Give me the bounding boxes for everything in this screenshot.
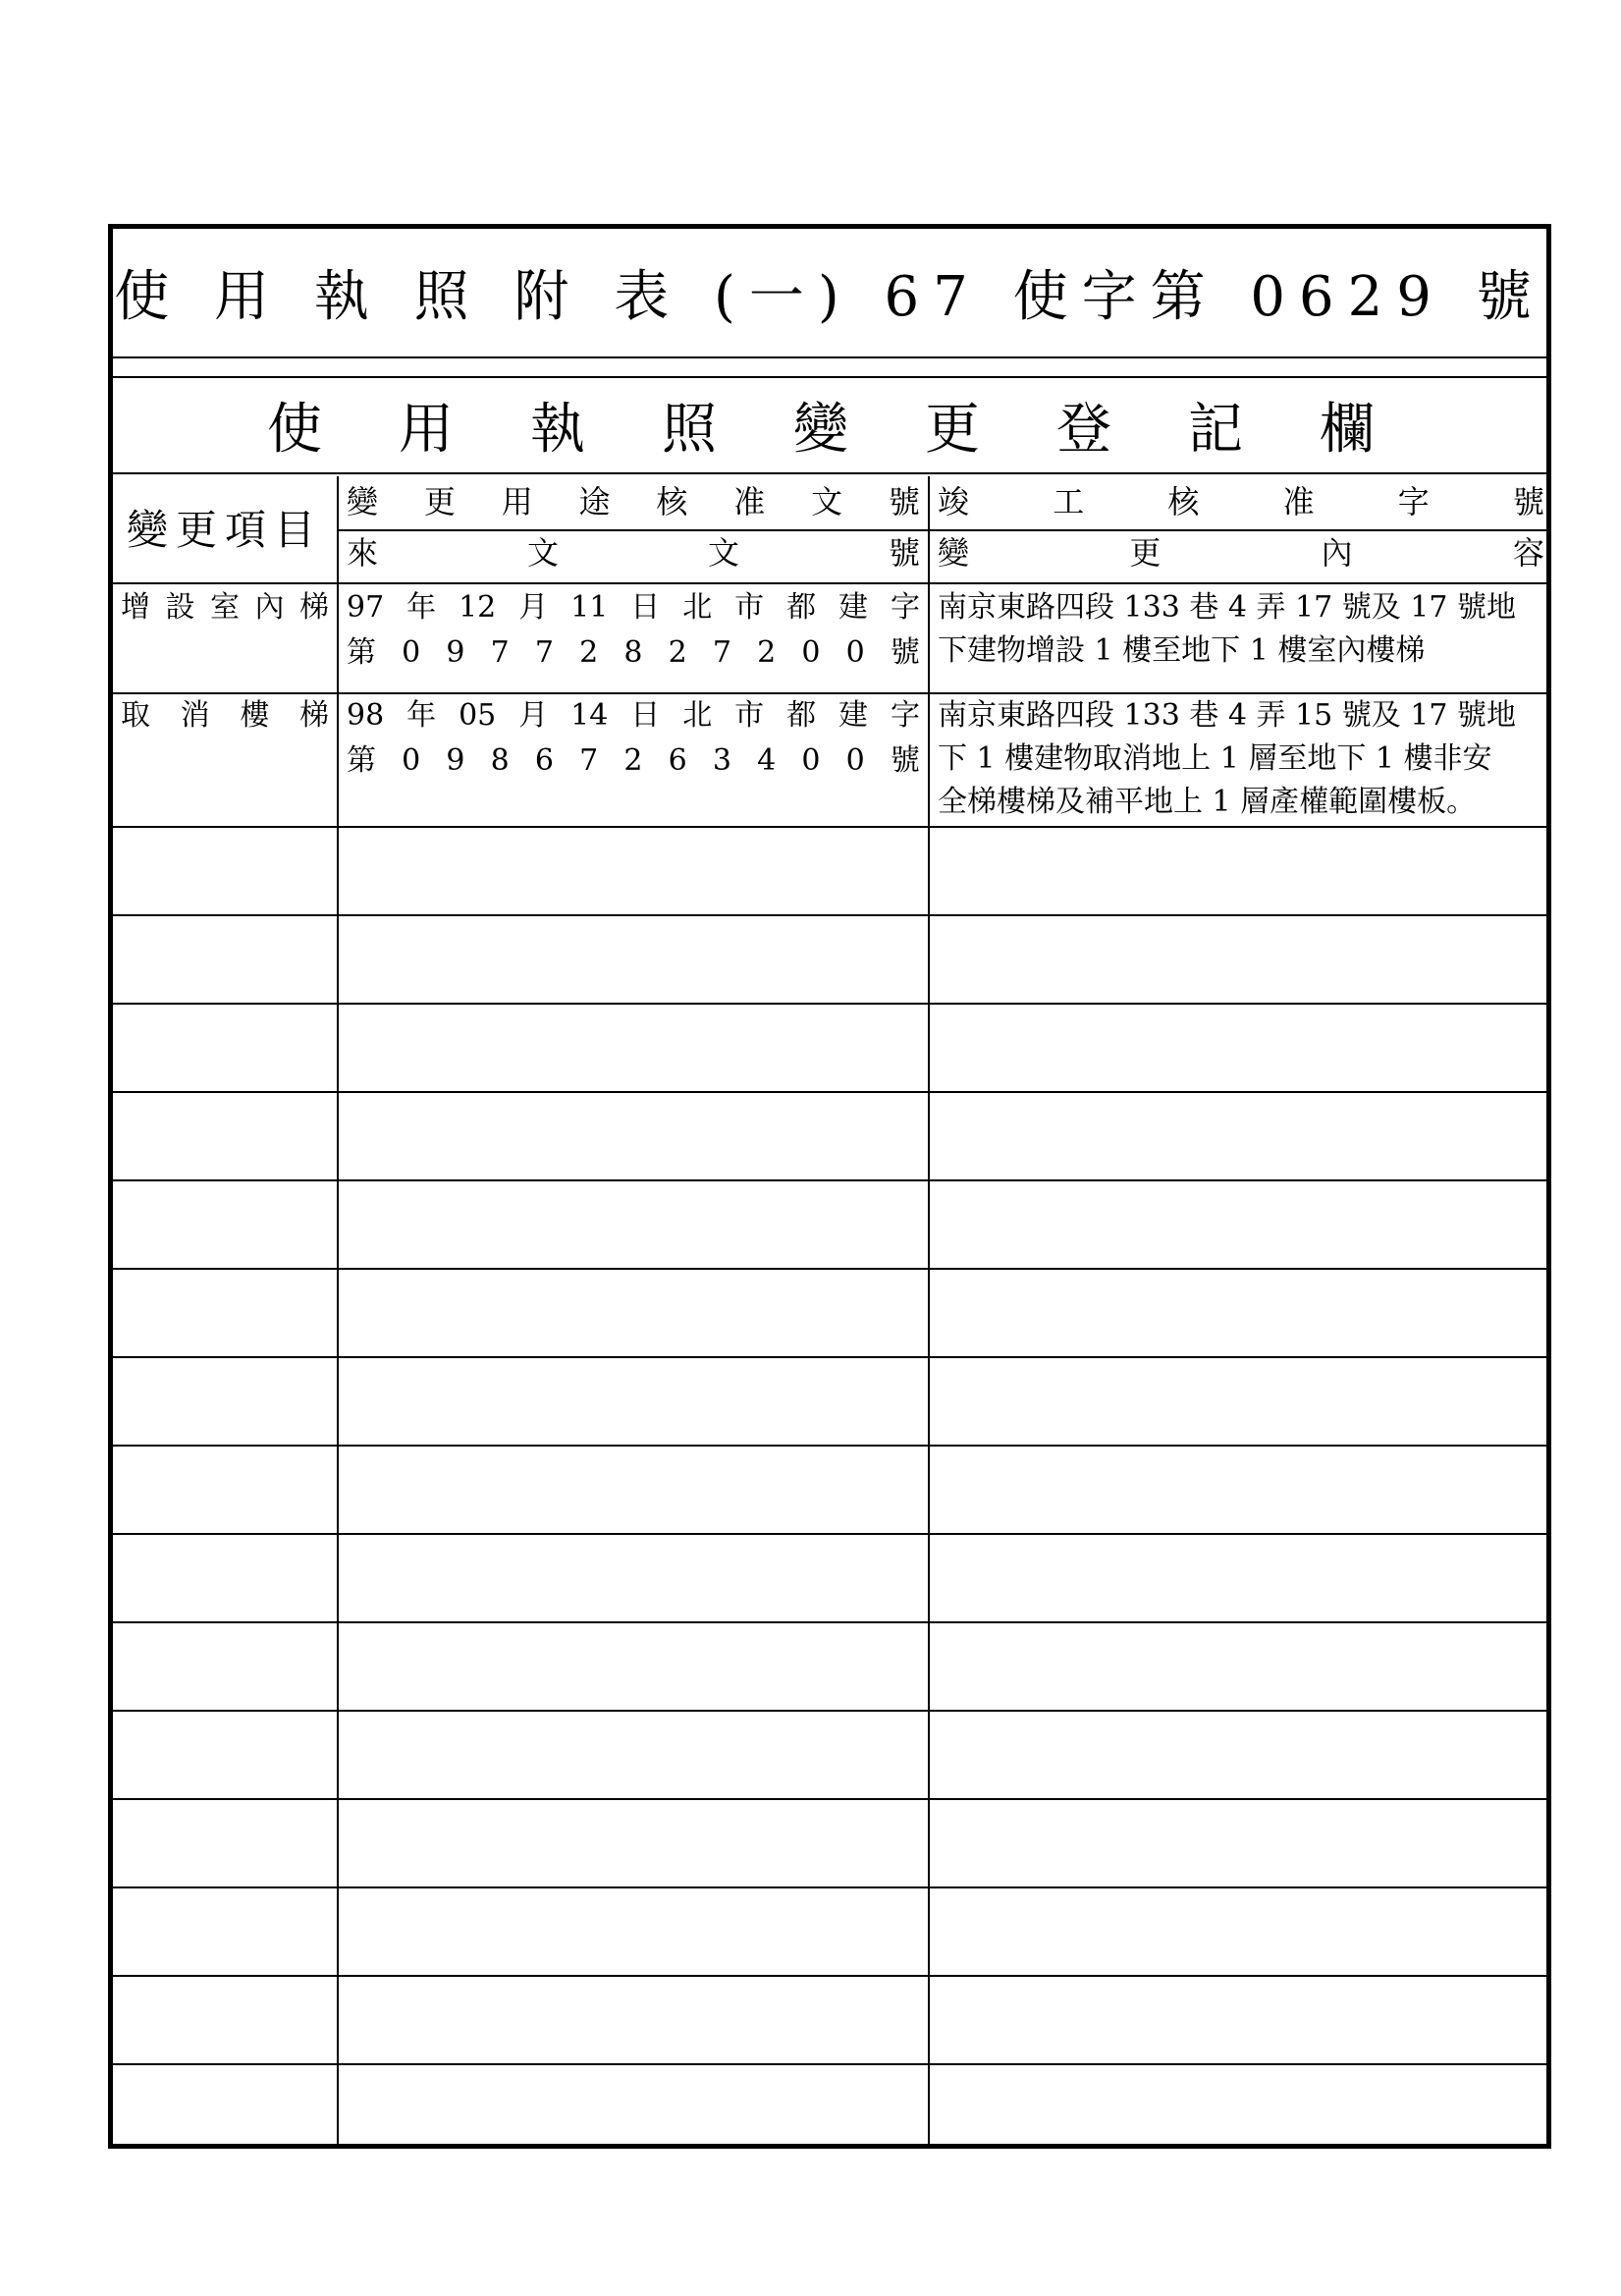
char: 7 bbox=[579, 743, 599, 778]
char: 12 bbox=[459, 590, 497, 625]
char: 98 bbox=[347, 698, 385, 733]
char: 號 bbox=[888, 483, 920, 520]
header-mid-line bbox=[337, 529, 1546, 531]
char: 2 bbox=[623, 743, 643, 778]
column-divider bbox=[928, 476, 930, 2144]
row-divider bbox=[113, 826, 1546, 828]
char: 11 bbox=[570, 590, 609, 625]
empty-row-divider bbox=[113, 1533, 1546, 1535]
char: 2 bbox=[757, 635, 777, 670]
document-title: 使 用 執 照 附 表 (一) 67 使字第 0629 號 bbox=[113, 229, 1546, 358]
char: 北 bbox=[682, 590, 713, 625]
char: 8 bbox=[623, 635, 643, 670]
char: 建 bbox=[838, 698, 868, 733]
char: 9 bbox=[446, 635, 465, 670]
char: 取 bbox=[121, 698, 150, 733]
char: 0 bbox=[801, 743, 821, 778]
empty-row-divider bbox=[113, 1268, 1546, 1270]
char: 字 bbox=[1397, 483, 1430, 520]
section-title: 使用執照變更登記欄 bbox=[113, 376, 1546, 474]
char: 9 bbox=[446, 743, 465, 778]
char: 第 bbox=[347, 743, 376, 778]
empty-row-divider bbox=[113, 1798, 1546, 1800]
empty-row-divider bbox=[113, 1091, 1546, 1093]
char: 北 bbox=[682, 698, 713, 733]
char: 7 bbox=[534, 635, 554, 670]
char: 市 bbox=[734, 698, 765, 733]
char: 竣 bbox=[938, 483, 970, 520]
empty-row-divider bbox=[113, 1975, 1546, 1977]
char: 號 bbox=[888, 534, 920, 572]
char: 容 bbox=[1512, 534, 1544, 572]
header-change-item: 變更項目 bbox=[126, 506, 323, 554]
char: 05 bbox=[459, 698, 497, 733]
char: 來 bbox=[347, 534, 379, 572]
row-doc-number-line2 bbox=[341, 739, 926, 783]
header-completion-no bbox=[932, 480, 1550, 529]
char: 梯 bbox=[299, 590, 329, 625]
char: 增 bbox=[121, 590, 150, 625]
empty-row-divider bbox=[113, 1356, 1546, 1358]
char: 2 bbox=[579, 635, 599, 670]
char: 市 bbox=[734, 590, 765, 625]
char: 月 bbox=[518, 590, 549, 625]
row-change-content-line: 全梯樓梯及補平地上 1 層產權範圍樓板。 bbox=[938, 785, 1477, 819]
char: 內 bbox=[1321, 534, 1353, 572]
empty-row-divider bbox=[113, 1445, 1546, 1447]
char: 變 bbox=[347, 483, 379, 520]
char: 核 bbox=[1167, 483, 1200, 520]
char: 文 bbox=[707, 534, 739, 572]
char: 0 bbox=[845, 635, 865, 670]
char: 6 bbox=[668, 743, 687, 778]
header-incoming-doc-no bbox=[341, 531, 926, 580]
char: 更 bbox=[423, 483, 456, 520]
char: 核 bbox=[656, 483, 688, 520]
empty-row-divider bbox=[113, 1710, 1546, 1712]
char: 日 bbox=[630, 698, 661, 733]
char: 第 bbox=[347, 635, 376, 670]
char: 梯 bbox=[298, 698, 329, 733]
row-change-content-line: 下 1 樓建物取消地上 1 層至地下 1 樓非安 bbox=[938, 741, 1492, 776]
row-change-content-line: 下建物增設 1 樓至地下 1 樓室內樓梯 bbox=[938, 633, 1426, 668]
char: 消 bbox=[180, 698, 210, 733]
empty-row-divider bbox=[113, 1886, 1546, 1888]
char: 號 bbox=[1512, 483, 1544, 520]
char: 室 bbox=[210, 590, 240, 625]
char: 4 bbox=[757, 743, 777, 778]
header-change-content bbox=[932, 531, 1550, 580]
char: 內 bbox=[254, 590, 285, 625]
header-approval-doc-no bbox=[341, 480, 926, 529]
char: 工 bbox=[1053, 483, 1085, 520]
row-change-content-line: 南京東路四段 133 巷 4 弄 17 號及 17 號地 bbox=[938, 590, 1516, 625]
char: 14 bbox=[570, 698, 609, 733]
empty-row-divider bbox=[113, 914, 1546, 916]
char: 0 bbox=[402, 635, 421, 670]
char: 2 bbox=[668, 635, 687, 670]
char: 途 bbox=[578, 483, 611, 520]
char: 樓 bbox=[240, 698, 270, 733]
char: 號 bbox=[890, 635, 920, 670]
char: 文 bbox=[811, 483, 843, 520]
row-change-item bbox=[115, 694, 335, 738]
empty-row-divider bbox=[113, 1179, 1546, 1181]
column-divider bbox=[337, 476, 339, 2144]
row-doc-number-line2 bbox=[341, 631, 926, 675]
char: 0 bbox=[801, 635, 821, 670]
char: 日 bbox=[630, 590, 661, 625]
char: 號 bbox=[890, 743, 920, 778]
char: 7 bbox=[712, 635, 731, 670]
char: 月 bbox=[518, 698, 549, 733]
empty-row-divider bbox=[113, 1621, 1546, 1623]
char: 年 bbox=[406, 590, 437, 625]
char: 更 bbox=[1129, 534, 1162, 572]
char: 字 bbox=[890, 698, 920, 733]
row-doc-number-line1 bbox=[341, 586, 926, 629]
header-bottom-line bbox=[113, 582, 1546, 584]
char: 97 bbox=[347, 590, 385, 625]
char: 0 bbox=[402, 743, 421, 778]
char: 准 bbox=[733, 483, 766, 520]
char: 3 bbox=[712, 743, 731, 778]
char: 設 bbox=[165, 590, 195, 625]
license-annex-sheet bbox=[108, 224, 1551, 2149]
char: 准 bbox=[1282, 483, 1315, 520]
char: 都 bbox=[786, 698, 817, 733]
char: 7 bbox=[490, 635, 510, 670]
char: 文 bbox=[526, 534, 559, 572]
row-change-item bbox=[115, 586, 335, 629]
empty-row-divider bbox=[113, 1003, 1546, 1005]
char: 都 bbox=[786, 590, 817, 625]
char: 字 bbox=[890, 590, 920, 625]
char: 6 bbox=[534, 743, 554, 778]
char: 用 bbox=[501, 483, 533, 520]
char: 變 bbox=[938, 534, 970, 572]
char: 0 bbox=[845, 743, 865, 778]
char: 建 bbox=[838, 590, 868, 625]
row-change-content-line: 南京東路四段 133 巷 4 弄 15 號及 17 號地 bbox=[938, 698, 1516, 733]
empty-row-divider bbox=[113, 2063, 1546, 2065]
row-doc-number-line1 bbox=[341, 694, 926, 738]
char: 8 bbox=[490, 743, 510, 778]
char: 年 bbox=[406, 698, 437, 733]
